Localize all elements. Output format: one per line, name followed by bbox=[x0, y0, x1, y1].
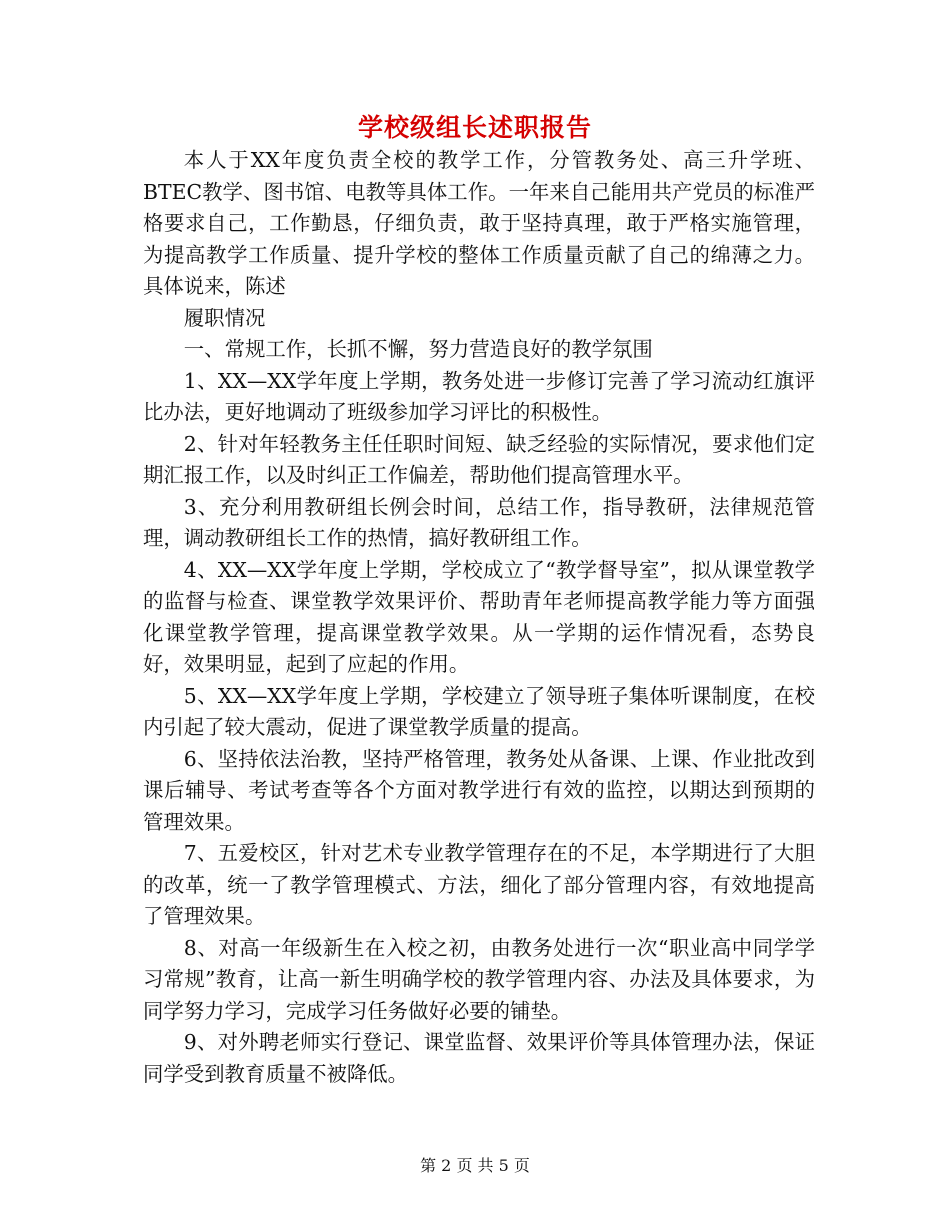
paragraph-item-7: 7、五爱校区，针对艺术专业教学管理存在的不足，本学期进行了大胆的改革，统一了教学管理模式、方法，细化了部分管理内容，有效地提高了管理效果。 bbox=[143, 841, 815, 928]
paragraph-section-heading: 一、常规工作，长抓不懈，努力营造良好的教学氛围 bbox=[183, 337, 653, 361]
paragraph-item-2: 2、针对年轻教务主任任职时间短、缺乏经验的实际情况，要求他们定期汇报工作，以及时纠正工作偏差，帮助他们提高管理水平。 bbox=[143, 431, 815, 487]
paragraph-item-3: 3、充分利用教研组长例会时间，总结工作，指导教研，法律规范管理，调动教研组长工作的热情，搞好教研组工作。 bbox=[143, 494, 815, 550]
paragraph-item-8: 8、对高一年级新生在入校之初，由教务处进行一次“职业高中同学学习常规”教育，让高一新生明确学校的教学管理内容、办法及具体要求，为同学努力学习，完成学习任务做好必要的铺垫。 bbox=[143, 935, 815, 1023]
paragraph-item-1: 1、XX—XX学年度上学期，教务处进一步修订完善了学习流动红旗评比办法，更好地调动了班级参加学习评比的积极性。 bbox=[143, 368, 815, 424]
paragraph-item-9: 9、对外聘老师实行登记、课堂监督、效果评价等具体管理办法，保证同学受到教育质量不被降低。 bbox=[143, 1030, 815, 1086]
document-body bbox=[143, 145, 815, 1090]
paragraph-item-6: 6、坚持依法治教，坚持严格管理，教务处从备课、上课、作业批改到课后辅导、考试考查等各个方面对教学进行有效的监控，以期达到预期的管理效果。 bbox=[143, 746, 815, 834]
paragraph-intro: 本人于XX年度负责全校的教学工作，分管教务处、高三升学班、BTEC教学、图书馆、电教等具体工作。一年来自己能用共产党员的标准严格要求自己，工作勤恳，仔细负责，敢于坚持真理，敢于严格实施管理，为提高教学工作质量、提升学校的整体工作质量贡献了自己的绵薄之力。具体说来，陈述 bbox=[143, 148, 815, 298]
paragraph-item-5: 5、XX—XX学年度上学期，学校建立了领导班子集体听课制度，在校内引起了较大震动，促进了课堂教学质量的提高。 bbox=[143, 683, 815, 739]
paragraph-heading-duties: 履职情况 bbox=[183, 305, 266, 330]
paragraph-item-4: 4、XX—XX学年度上学期，学校成立了“教学督导室”，拟从课堂教学的监督与检查、课堂教学效果评价、帮助青年老师提高教学能力等方面强化课堂教学管理，提高课堂教学效果。从一学期的运作情况看，态势良好，效果明显，起到了应起的作用。 bbox=[143, 557, 815, 676]
page-number-footer: 第 2 页 共 5 页 bbox=[420, 1156, 530, 1175]
document-title: 学校级组长述职报告 bbox=[357, 113, 592, 142]
